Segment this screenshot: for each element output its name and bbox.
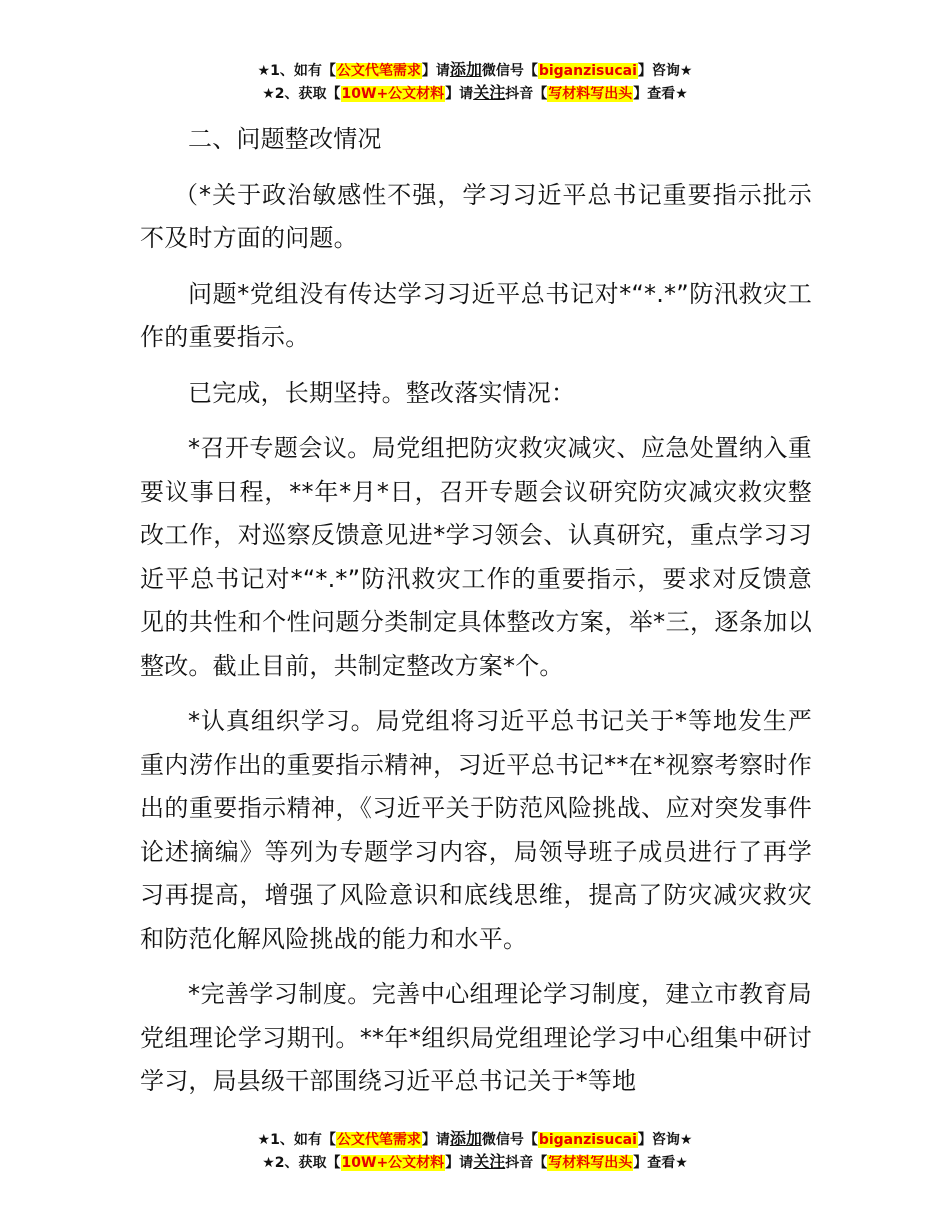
banner-text: 】咨询★	[637, 63, 693, 79]
paragraph-study-system: *完善学习制度。完善中心组理论学习制度，建立市教育局党组理论学习期刊。**年*组织局党组理论学习中心组集中研讨学习，局县级干部围绕习近平总书记关于*等地	[140, 980, 812, 1095]
banner-line-2	[0, 1151, 950, 1174]
banner-underlined-text: 添加	[449, 60, 482, 79]
paragraph-special-meeting: *召开专题会议。局党组把防灾救灾减灾、应急处置纳入重要议事日程，**年*月*日，召开专题会议研究防灾减灾救灾整改工作，对巡察反馈意见进*学习领会、认真研究，重点学习习近平总书记对*“*.*”防汛救灾工作的重要指示，要求对反馈意见的共性和个性问题分类制定具体整改方案，举*三，逐条加以整改。截止目前，共制定整改方案*个。	[140, 434, 812, 680]
banner-highlight-service: 公文代笔需求	[336, 63, 421, 79]
banner-underlined-text: 关注	[473, 1152, 506, 1171]
banner-text: 微信号【	[481, 63, 538, 79]
banner-text: 】请	[445, 1155, 474, 1171]
banner-highlight-douyin: 写材料写出头	[548, 86, 633, 102]
document-body	[140, 118, 812, 1116]
banner-text: 】请	[445, 86, 474, 102]
banner-text: 】查看★	[633, 1155, 688, 1171]
banner-underlined-text: 关注	[473, 83, 506, 102]
banner-highlight-douyin: 写材料写出头	[548, 1155, 633, 1171]
banner-highlight-materials: 10W+公文材料	[341, 86, 445, 102]
header-banner	[0, 59, 950, 105]
banner-text: 抖音【	[505, 1155, 548, 1171]
banner-text: 抖音【	[505, 86, 548, 102]
banner-highlight-materials: 10W+公文材料	[341, 1155, 445, 1171]
banner-underlined-text: 添加	[449, 1129, 482, 1148]
banner-highlight-wechat-id: biganzisucai	[538, 1132, 637, 1148]
section-heading: 二、问题整改情况	[188, 125, 382, 153]
banner-text: 微信号【	[481, 1132, 538, 1148]
banner-text: ★2、获取【	[262, 86, 341, 102]
banner-line-2	[0, 82, 950, 105]
banner-text: 】请	[421, 1132, 450, 1148]
banner-text: ★2、获取【	[262, 1155, 341, 1171]
paragraph-status: 已完成，长期坚持。整改落实情况：	[188, 378, 576, 407]
banner-line-1	[0, 59, 950, 82]
paragraph-organize-study: *认真组织学习。局党组将习近平总书记关于*等地发生严重内涝作出的重要指示精神，习近平总书记**在*视察考察时作出的重要指示精神，《习近平关于防范风险挑战、应对突发事件论述摘编》等列为专题学习内容，局领导班子成员进行了再学习再提高，增强了风险意识和底线思维，提高了防灾减灾救灾和防范化解风险挑战的能力和水平。	[140, 707, 812, 953]
banner-text: 】请	[421, 63, 450, 79]
banner-text: 】查看★	[633, 86, 688, 102]
banner-highlight-wechat-id: biganzisucai	[538, 63, 637, 79]
banner-line-1	[0, 1128, 950, 1151]
banner-highlight-service: 公文代笔需求	[336, 1132, 421, 1148]
banner-text: ★1、如有【	[257, 63, 336, 79]
paragraph-issue-summary: （*关于政治敏感性不强，学习习近平总书记重要指示批示不及时方面的问题。	[140, 180, 812, 252]
footer-banner	[0, 1128, 950, 1174]
banner-text: 】咨询★	[637, 1132, 693, 1148]
paragraph-problem: 问题*党组没有传达学习习近平总书记对*“*.*”防汛救灾工作的重要指示。	[140, 279, 812, 351]
banner-text: ★1、如有【	[257, 1132, 336, 1148]
